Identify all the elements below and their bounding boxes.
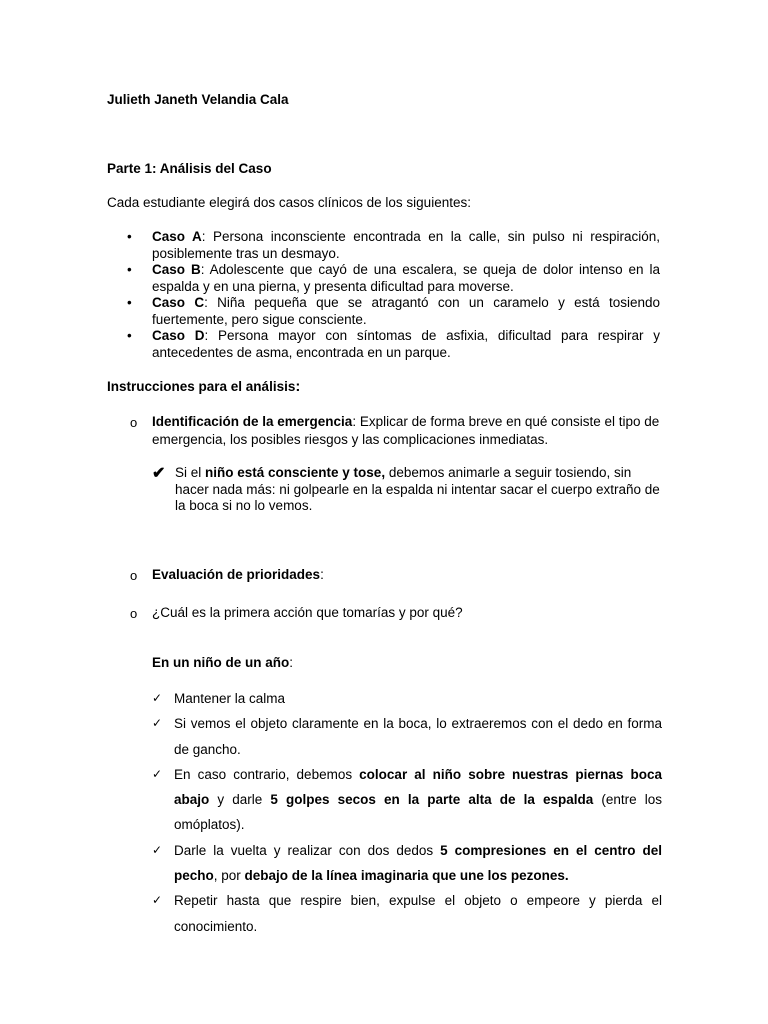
step-text: Si vemos el objeto claramente en la boca, lo extraeremos con el dedo en forma de gancho. xyxy=(174,716,662,757)
identification-item xyxy=(152,413,662,449)
identification-label: Identificación de la emergencia xyxy=(152,414,353,429)
case-text: : Adolescente que cayó de una escalera, se queja de dolor intenso en la espalda y en una pierna, y presenta dificultad para moverse. xyxy=(152,262,660,294)
step-text: Mantener la calma xyxy=(174,691,286,706)
checkmark-icon: ✓ xyxy=(152,842,163,857)
step-text: , por xyxy=(213,868,245,884)
circle-bullet-icon: o xyxy=(130,606,138,621)
priorities-label: Evaluación de prioridades xyxy=(152,567,321,582)
checkmark-icon: ✓ xyxy=(152,716,163,731)
step-text: Darle la vuelta y realizar con dos dedos xyxy=(174,842,441,858)
case-label: Caso D xyxy=(152,328,205,343)
checkmark-icon: ✔ xyxy=(152,465,166,482)
list-item xyxy=(152,711,662,762)
case-text: : Persona mayor con síntomas de asfixia, dificultad para respirar y antecedentes de asma, encontrada en un parque. xyxy=(152,328,661,360)
checkmark-icon: ✓ xyxy=(152,893,163,908)
list-item xyxy=(107,262,660,295)
check-note-pre: Si el xyxy=(175,465,206,480)
step-text: Repetir hasta que respire bien, expulse el objeto o empeore y pierda el conocimiento. xyxy=(174,893,662,934)
checkmark-icon: ✓ xyxy=(152,766,163,781)
list-item xyxy=(107,229,660,262)
list-item xyxy=(152,888,662,939)
subheading-colon: : xyxy=(289,655,294,670)
list-item xyxy=(107,295,660,328)
instructions-colon: : xyxy=(295,378,301,395)
check-note xyxy=(175,465,661,515)
step-text: En caso contrario, debemos xyxy=(174,766,360,782)
step-text: 5 golpes secos en la parte alta de la espalda xyxy=(270,792,594,808)
identification-text: : Explicar de forma breve en qué consiste el tipo de emergencia, los posibles riesgos y las complicaciones inmediatas. xyxy=(152,414,660,447)
bullet-icon: • xyxy=(127,328,132,343)
question-item: ¿Cuál es la primera acción que tomarías y por qué? xyxy=(152,605,463,620)
check-note-post: debemos animarle a seguir tosiendo, sin hacer nada más: ni golpearle en la espalda ni intentar sacar el cuerpo extraño de la boca si no lo vemos. xyxy=(175,465,660,513)
circle-bullet-icon: o xyxy=(130,568,138,583)
case-text: : Niña pequeña que se atragantó con un caramelo y está tosiendo fuertemente, pero sigue consciente. xyxy=(152,295,660,327)
case-label: Caso B xyxy=(152,262,201,277)
checkmark-icon: ✓ xyxy=(152,691,163,705)
intro-text: Cada estudiante elegirá dos casos clínicos de los siguientes: xyxy=(107,195,471,210)
list-item xyxy=(152,686,662,711)
list-item xyxy=(152,838,662,889)
author-name: Julieth Janeth Velandia Cala xyxy=(107,92,289,107)
step-text: colocar al niño sobre nuestras piernas boca abajo xyxy=(174,766,663,808)
case-text: : Persona inconsciente encontrada en la calle, sin pulso ni respiración, posiblemente tras un desmayo. xyxy=(152,229,661,261)
priorities-item xyxy=(152,566,662,584)
case-list xyxy=(107,229,660,361)
case-label: Caso A xyxy=(152,229,202,244)
priorities-text: : xyxy=(320,567,324,582)
circle-bullet-icon: o xyxy=(130,415,138,430)
bullet-icon: • xyxy=(127,295,132,310)
instructions-title xyxy=(107,378,300,395)
subheading xyxy=(152,655,293,670)
list-item xyxy=(107,328,660,361)
subheading-label: En un niño de un año xyxy=(152,655,290,670)
list-item xyxy=(152,762,662,838)
step-text: debajo de la línea imaginaria que une los pezones. xyxy=(244,868,569,884)
case-label: Caso C xyxy=(152,295,205,310)
bullet-icon: • xyxy=(127,229,132,244)
step-text: (entre los omóplatos). xyxy=(174,792,662,833)
instructions-title-text: Instrucciones para el análisis xyxy=(107,379,296,394)
check-note-bold: niño está consciente y tose, xyxy=(205,465,386,480)
step-text: 5 compresiones en el centro del pecho xyxy=(174,842,662,884)
step-text: y darle xyxy=(209,792,271,808)
part-title: Parte 1: Análisis del Caso xyxy=(107,161,272,176)
bullet-icon: • xyxy=(127,262,132,277)
steps-list xyxy=(152,686,662,939)
